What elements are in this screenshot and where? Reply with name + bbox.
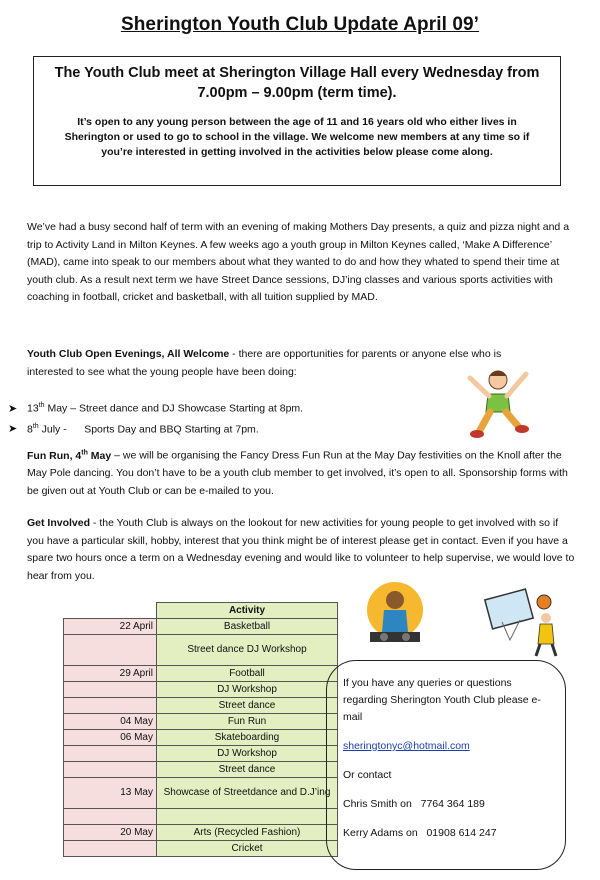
news-paragraph: We’ve had a busy second half of term with an evening of making Mothers Day presents, a quiz and pizza night and a trip to Activity Land in Milton Keynes. A few weeks ago a youth group in Milton Keynes called, ‘Make A Difference’ (MAD), came into speak to our members about what they wanted to do and how they whated to spend their time at youth club. As a result next term we have Street Dance sessions, DJ’ing classes and various sports activities with coaching in football, cricket and basketball, with all tuition supplied by MAD. bbox=[27, 221, 570, 304]
open-evenings-heading: Youth Club Open Evenings, All Welcome bbox=[27, 348, 230, 360]
open-evenings-text: - there are opportunities for parents or anyone else who is interested to see what the young people have been doing: bbox=[27, 348, 502, 378]
list-item bbox=[8, 397, 303, 418]
events-list bbox=[8, 397, 303, 438]
contact-or: Or contact bbox=[343, 769, 392, 781]
get-involved-paragraph bbox=[27, 515, 575, 585]
table-row bbox=[64, 809, 338, 825]
fun-run-text: – we will be organising the Fancy Dress Fun Run at the May Day festivities on the Knoll after the May Pole dancing. You don’t have to be a youth club member to get involved, it’s open to all. Sponsorship forms with be given out at Youth Club or can be e-mailed to you. bbox=[27, 449, 568, 497]
intro-box bbox=[33, 56, 561, 186]
table-row: 13 May Showcase of Streetdance and D.J’ing bbox=[64, 778, 338, 809]
fun-run-heading: Fun Run, 4th May bbox=[27, 449, 112, 462]
table-row: Cricket bbox=[64, 841, 338, 857]
get-involved-heading: Get Involved bbox=[27, 517, 91, 529]
get-involved-text: - the Youth Club is always on the lookout for new activities for young people to get involved with so if you have a particular skill, hobby, interest that you think might be of interest please get in contact. Even if you have a spare two hours once a term on a Wednesday evening and would like to volunteer to help supervise, we would love to hear from you. bbox=[27, 517, 575, 582]
activity-column-header: Activity bbox=[157, 603, 338, 619]
table-row: 22 April Basketball bbox=[64, 619, 338, 635]
table-row: 06 May Skateboarding bbox=[64, 730, 338, 746]
table-row: 04 May Fun Run bbox=[64, 714, 338, 730]
table-header-row bbox=[64, 603, 338, 619]
contact-person: Kerry Adams on 01908 614 247 bbox=[343, 827, 497, 839]
table-row: 29 April Football bbox=[64, 666, 338, 682]
event-text: 8th July - Sports Day and BBQ Starting at 7pm. bbox=[27, 422, 259, 435]
contact-email-link[interactable]: sheringtonyc@hotmail.com bbox=[343, 740, 470, 752]
contact-person: Chris Smith on 7764 364 189 bbox=[343, 798, 485, 810]
table-row: Street dance bbox=[64, 762, 338, 778]
list-item bbox=[8, 418, 303, 439]
intro-headline: The Youth Club meet at Sherington Village Hall every Wednesday from 7.00pm – 9.00pm (term time). bbox=[54, 65, 540, 101]
basketball-clipart bbox=[484, 588, 566, 658]
activity-schedule-table bbox=[63, 602, 338, 857]
table-row: 20 May Arts (Recycled Fashion) bbox=[64, 825, 338, 841]
jumping-kid-clipart bbox=[462, 364, 534, 444]
intro-body: It’s open to any young person between the age of 11 and 16 years old who either lives in Sherington or used to go to school in the village. We welcome new members at any time so if you’re interested in getting involved in the activities below please come along. bbox=[64, 116, 530, 158]
table-row: Street dance bbox=[64, 698, 338, 714]
event-text: 13th May – Street dance and DJ Showcase Starting at 8pm. bbox=[27, 402, 304, 415]
contact-box bbox=[326, 660, 566, 870]
table-row: DJ Workshop bbox=[64, 682, 338, 698]
arrow-bullet-icon: ➤ bbox=[8, 402, 18, 415]
table-row: DJ Workshop bbox=[64, 746, 338, 762]
page-title: Sherington Youth Club Update April 09’ bbox=[120, 14, 480, 35]
arrow-bullet-icon: ➤ bbox=[8, 423, 18, 435]
contact-intro: If you have any queries or questions regarding Sherington Youth Club please e-mail bbox=[343, 677, 541, 723]
table-row: Street dance DJ Workshop bbox=[64, 635, 338, 666]
dj-clipart bbox=[362, 580, 428, 652]
fun-run-paragraph bbox=[27, 444, 575, 500]
